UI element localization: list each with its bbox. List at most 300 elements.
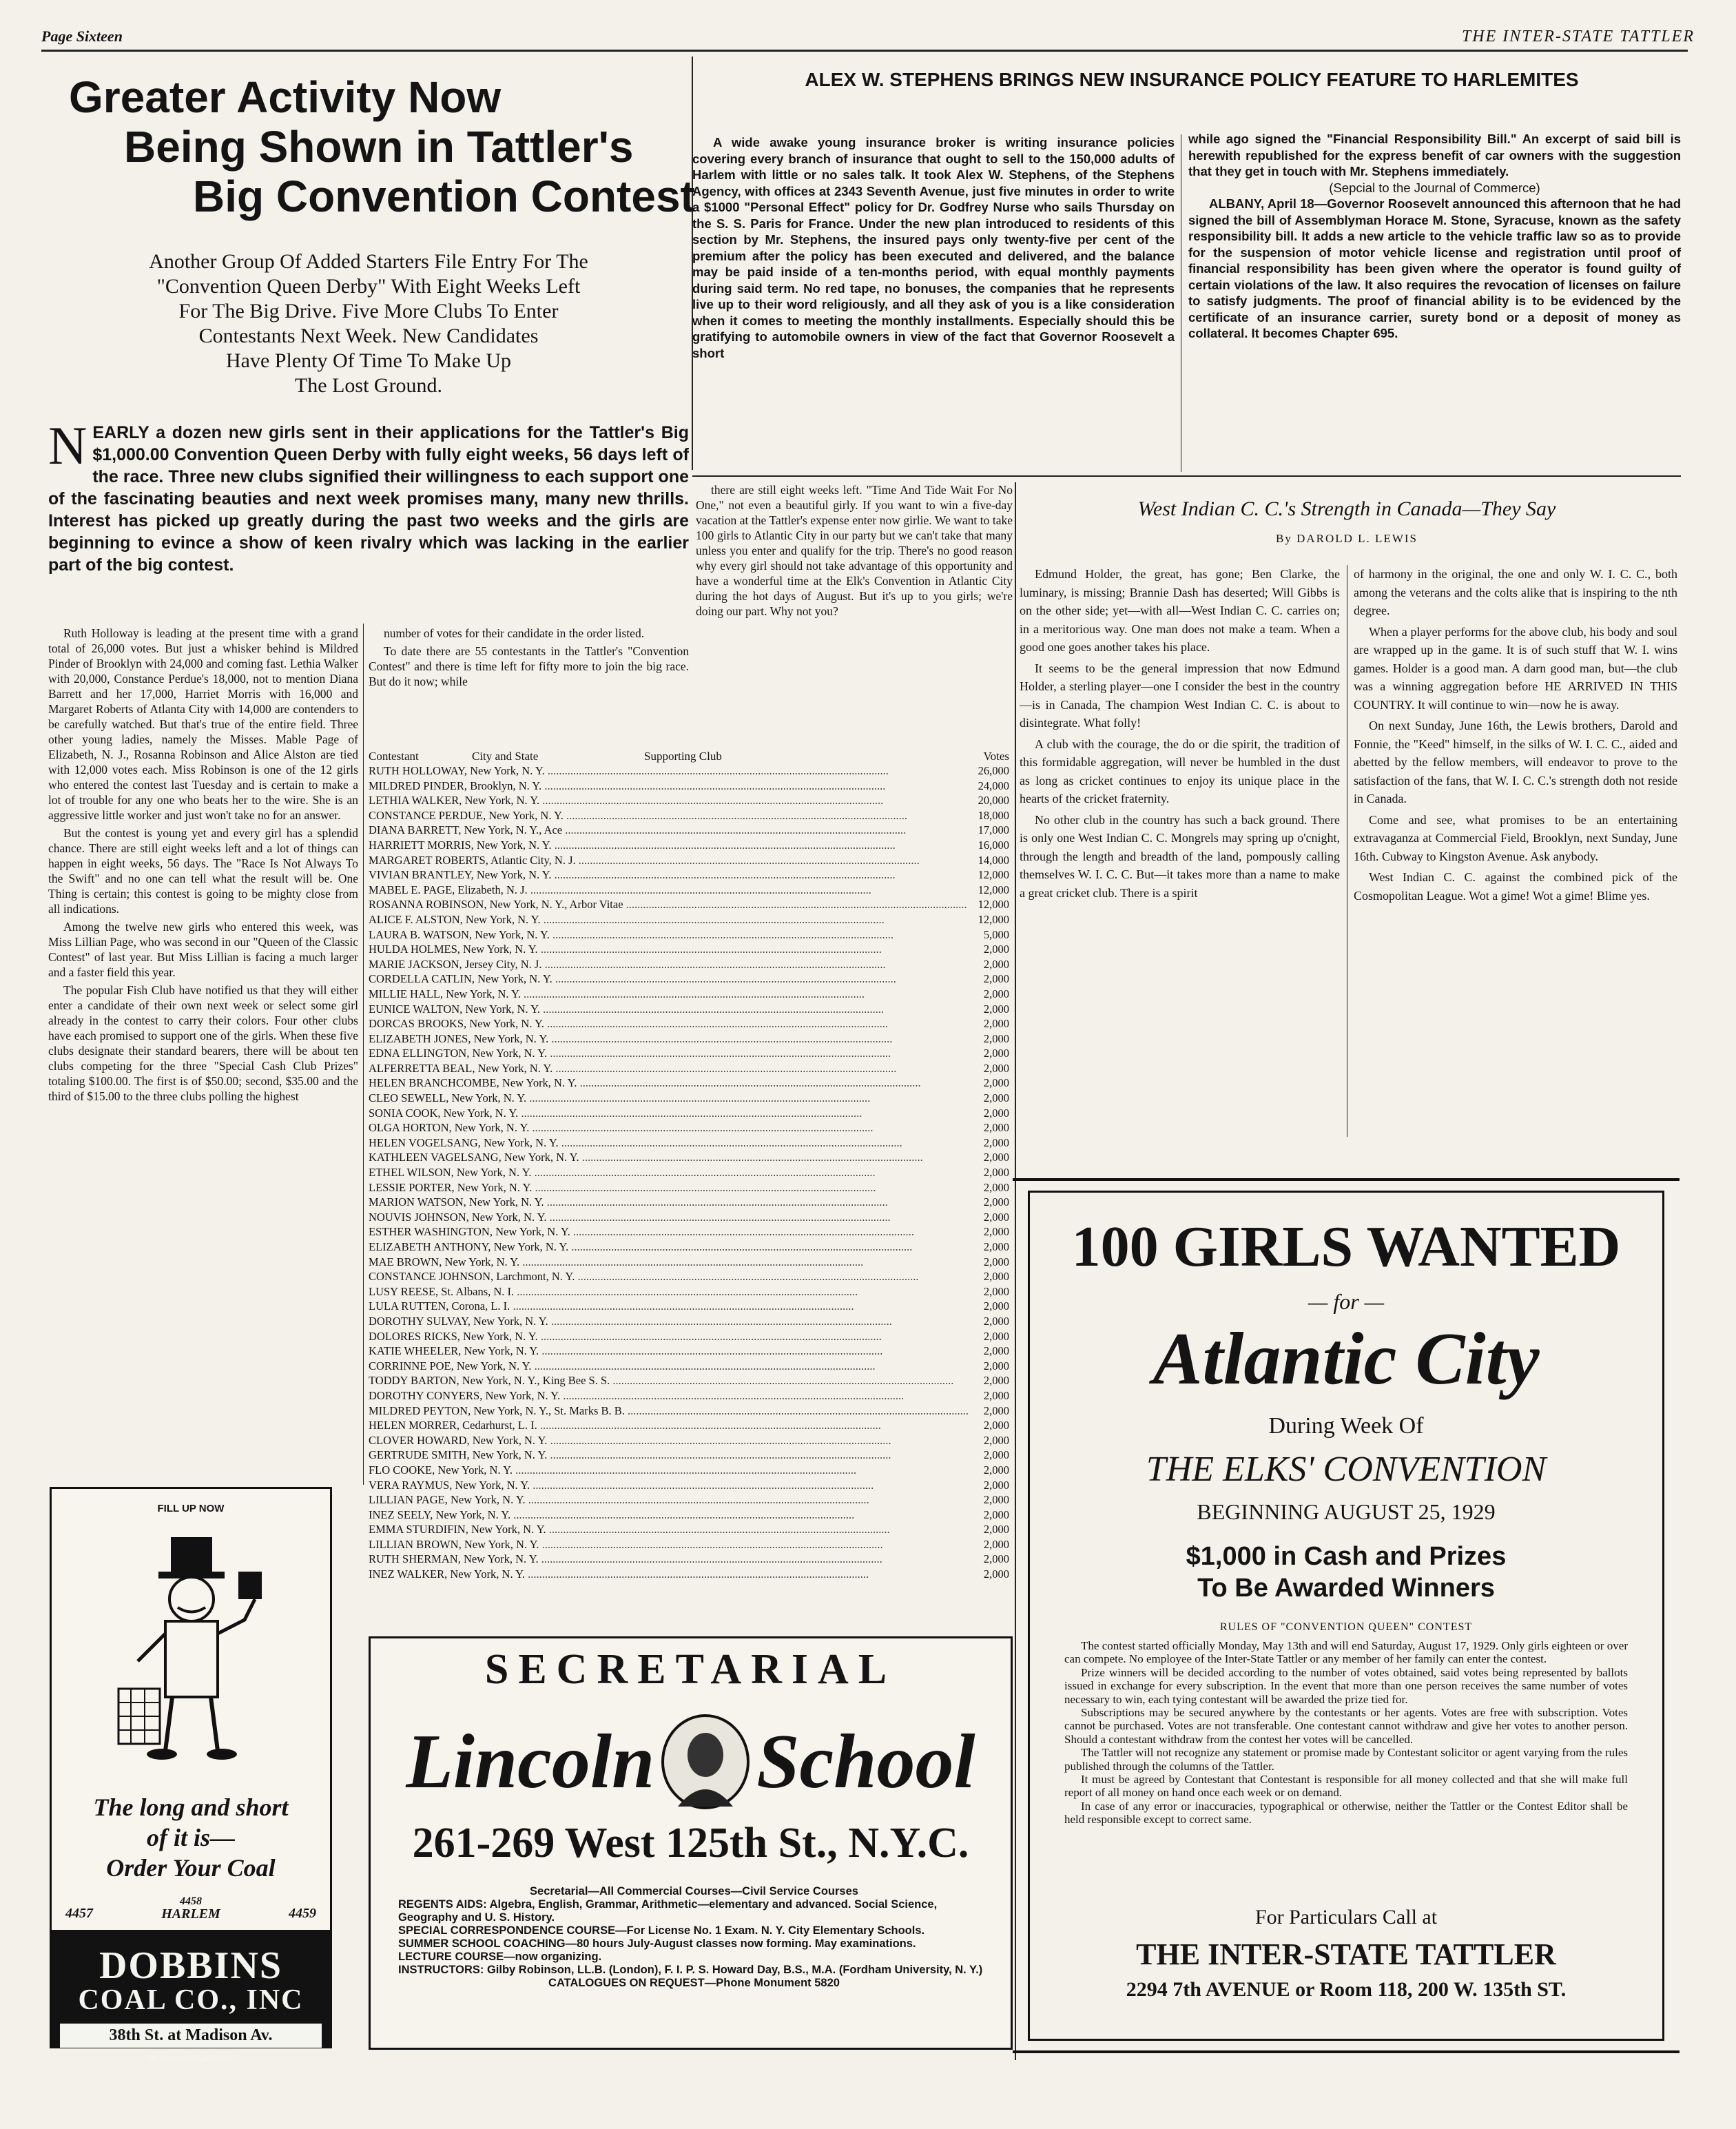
leader-dots: ........................................................................................................................: [520, 987, 865, 1000]
table-row: [369, 1284, 1016, 1299]
contestant-name: HELEN VOGELSANG, New York, N. Y.: [369, 1135, 559, 1149]
contestant-name: MAE BROWN, New York, N. Y.: [369, 1255, 520, 1268]
table-row: [369, 897, 1016, 912]
leader-dots: ........................................................................................................................: [541, 779, 886, 792]
contestant-name: EUNICE WALTON, New York, N. Y.: [369, 1002, 541, 1016]
contestant-name: CLOVER HOWARD, New York, N. Y.: [369, 1433, 548, 1447]
contestant-votes: 2,000: [983, 1359, 1009, 1372]
name-cell: [369, 1418, 933, 1433]
name-cell: [369, 987, 933, 1002]
paragraph: On next Sunday, June 16th, the Lewis brothers, Darold and Fonnie, the "Keed" himself, in the silks of W. I. C. C., aided and abetted by the fellow members, will endeavor to prove to the satisfaction of the fans, that W. I. C. C.'s strength doth not reside in Canada.: [1354, 719, 1677, 805]
name-cell: [369, 1150, 933, 1165]
paragraph: Ruth Holloway is leading at the present time with a grand total of 26,000 votes. But just a whisker behind is Mildred Pinder of Brooklyn with 24,000 and coming fast. Lethia Walker with 20,000, Constance Perdue's 18,000, not to mention Diana Barrett and her 17,000, Harriet Morris with 16,000 and Margaret Roberts of Atlanta City with 14,000 are contenders to be carefully watched. But that's true of the entire field. Three other young ladies, namely the Misses. Mable Page of Elizabeth, N. J., Rosanna Robinson and Alice Alston are tied with 12,000 votes each. Miss Robinson is one of the 12 girls who entered the contest last Tuesday and is certain to make a lot of trouble for any one who beats her to the wire. She is an aggressive little worker and just won't take no for an answer.: [48, 626, 358, 822]
table-row: [369, 1195, 1016, 1210]
contestant-name: HULDA HOLMES, New York, N. Y.: [369, 943, 538, 956]
table-row: [369, 1537, 1016, 1552]
contestant-name: CLEO SEWELL, New York, N. Y.: [369, 1091, 527, 1105]
table-row: [369, 793, 1016, 808]
contestant-name: TODDY BARTON, New York, N. Y., King Bee S. S.: [369, 1374, 610, 1388]
name-cell: [369, 867, 933, 883]
table-row: [369, 808, 1016, 823]
contestant-name: INEZ SEELY, New York, N. Y.: [369, 1508, 511, 1521]
contestant-votes: 2,000: [983, 1210, 1009, 1224]
contestant-votes: 2,000: [983, 1240, 1009, 1253]
contestant-name: LILLIAN PAGE, New York, N. Y.: [369, 1493, 526, 1507]
name-cell: [369, 793, 933, 808]
contest-column-2: [369, 626, 689, 729]
leader-dots: ........................................................................................................................: [510, 1508, 855, 1521]
name-cell: [369, 1076, 933, 1091]
name-cell: [369, 1120, 933, 1135]
paragraph: When a player performs for the above club, his body and soul are wrapped up in the game. It is of such stuff that W. I. wins games. Holder is a good man. A darn good man, but—the club was a winning aggregation before HE ARRIVED IN THIS COUNTRY. It will continue to win—now he is away.: [1354, 624, 1677, 712]
name-cell: [369, 1567, 933, 1582]
paragraph: number of votes for their candidate in the order listed.: [384, 626, 645, 640]
leader-dots: ........................................................................................................................: [547, 1448, 891, 1462]
paragraph: West Indian C. C. against the combined pick of the Cosmopolitan League. Wot a gime! Wot a gime! Blime yes.: [1354, 870, 1677, 903]
contestant-votes: 2,000: [983, 1017, 1009, 1031]
contestant-name: MABEL E. PAGE, Elizabeth, N. J.: [369, 883, 528, 896]
contestant-name: MILLIE HALL, New York, N. Y.: [369, 987, 521, 1000]
contestant-name: ROSANNA ROBINSON, New York, N. Y., Arbor Vitae: [369, 898, 623, 912]
ad-headline: 100 GIRLS WANTED: [1071, 1215, 1621, 1279]
leader-dots: ........................................................................................................................: [558, 1135, 902, 1149]
contestant-name: NOUVIS JOHNSON, New York, N. Y.: [369, 1210, 547, 1224]
insurance-column-1: [692, 134, 1175, 472]
table-row: [369, 1463, 1016, 1478]
standings-table: [369, 745, 1016, 1582]
table-row: [369, 1135, 1016, 1151]
leader-dots: ........................................................................................................................: [552, 972, 896, 986]
paragraph: Among the twelve new girls who entered this week, was Miss Lillian Page, who was second in our "Queen of the Classic Contest" of last year. But Miss Lillian is facing a much larger and a faster field this year.: [48, 920, 358, 979]
contestant-votes: 2,000: [983, 1061, 1009, 1075]
table-row: [369, 1061, 1016, 1076]
table-row: [369, 1016, 1016, 1031]
name-cell: [369, 883, 933, 898]
ad-event: THE ELKS' CONVENTION: [1146, 1450, 1547, 1489]
headline-line: Being Shown in Tattler's: [124, 122, 634, 172]
rule: Prize winners will be decided according to the number of votes obtained, said votes being represented by ballots issued in exchange for every subscription. In the event that more than one person receives the same number of votes necessary to win, each tying contestant will be awarded the prize tied for.: [1064, 1665, 1628, 1706]
leader-dots: ........................................................................................................................: [544, 1195, 888, 1209]
contestant-votes: 12,000: [978, 898, 1009, 912]
paragraph: To date there are 55 contestants in the Tattler's "Convention Contest" and there is time left for fifty more to join the big race. But do it now; while: [369, 644, 689, 688]
contestant-votes: 2,000: [983, 1106, 1009, 1120]
contest-headline: [48, 72, 695, 221]
contestant-name: DOROTHY CONYERS, New York, N. Y.: [369, 1388, 561, 1402]
company-suffix: COAL CO., INC: [78, 1984, 304, 2016]
lead-text: EARLY a dozen new girls sent in their applications for the Tattler's Big $1,000.00 Convention Queen Derby with fully eight weeks, 56 days left of the race. Three new clubs signified their willingness to each support one of the fascinating beauties and next week promises many, many new thrills. Interest has picked up greatly during the past two weeks and the girls are beginning to evince a show of keen rivalry which was lacking in the earlier part of the big contest.: [48, 423, 689, 575]
leader-dots: ........................................................................................................................: [531, 1359, 876, 1372]
table-row: [369, 1031, 1016, 1047]
contestant-votes: 2,000: [983, 1552, 1009, 1566]
contestant-name: FLO COOKE, New York, N. Y.: [369, 1463, 513, 1477]
leader-dots: ........................................................................................................................: [547, 1047, 891, 1060]
leader-dots: ........................................................................................................................: [538, 1552, 882, 1566]
name-cell: [369, 897, 967, 912]
leader-dots: ........................................................................................................................: [544, 764, 889, 777]
contestant-votes: 2,000: [983, 1523, 1009, 1536]
ad-banner: FILL UP NOW: [157, 1503, 225, 1514]
col-header-contestant: Contestant: [369, 750, 419, 763]
contestant-votes: 2,000: [983, 1031, 1009, 1045]
leader-dots: ........................................................................................................................: [532, 1180, 876, 1194]
name-cell: [369, 808, 933, 823]
subhead-line: For The Big Drive. Five More Clubs To Enter: [178, 300, 559, 322]
name-cell: [369, 1135, 933, 1151]
name-cell: [369, 1269, 933, 1284]
leader-dots: ........................................................................................................................: [514, 1284, 858, 1298]
name-cell: [369, 1492, 933, 1508]
contestant-name: KATIE WHEELER, New York, N. Y.: [369, 1344, 539, 1358]
cricket-column-1: [1020, 565, 1340, 1137]
leader-dots: ........................................................................................................................: [519, 1255, 864, 1268]
contestant-votes: 20,000: [978, 794, 1009, 808]
headline-line: Big Convention Contest: [193, 172, 695, 221]
slogan-line: The long and short: [93, 1793, 289, 1821]
contestant-votes: 24,000: [978, 779, 1009, 792]
name-cell: [369, 912, 933, 927]
girls-wanted-ad: [1013, 1178, 1680, 2053]
name-cell: [369, 838, 933, 853]
name-cell: [369, 1403, 969, 1419]
leader-dots: ........................................................................................................................: [537, 1329, 882, 1343]
contestant-name: DORCAS BROOKS, New York, N. Y.: [369, 1017, 544, 1031]
subhead-line: Have Plenty Of Time To Make Up: [226, 349, 511, 372]
contestant-votes: 2,000: [983, 1493, 1009, 1507]
ad-paper-name: THE INTER-STATE TATTLER: [1136, 1937, 1556, 1971]
name-cell: [369, 1314, 933, 1329]
table-row: [369, 1344, 1016, 1359]
contestant-votes: 2,000: [983, 1374, 1009, 1388]
contestant-votes: 12,000: [978, 868, 1009, 882]
name-cell: [369, 1106, 933, 1121]
contestant-votes: 2,000: [983, 1180, 1009, 1194]
ad-frame: [1028, 1191, 1664, 2041]
table-row: [369, 912, 1016, 927]
table-row: [369, 883, 1016, 898]
name-cell: [369, 1165, 933, 1180]
contestant-votes: 2,000: [983, 1002, 1009, 1016]
table-row: [369, 853, 1016, 868]
table-row: [369, 779, 1016, 794]
table-body: [369, 763, 1016, 1582]
contestant-votes: 2,000: [983, 1433, 1009, 1447]
byline: By DAROLD L. LEWIS: [1276, 532, 1418, 545]
table-row: [369, 1002, 1016, 1017]
leader-dots: ........................................................................................................................: [546, 1523, 890, 1536]
leader-dots: ........................................................................................................................: [510, 1299, 854, 1313]
leader-dots: ........................................................................................................................: [551, 838, 896, 852]
name-cell: [369, 1002, 933, 1017]
name-cell: [369, 1508, 933, 1523]
contestant-name: CORDELLA CATLIN, New York, N. Y.: [369, 972, 552, 986]
paragraph: Come and see, what promises to be an entertaining extravaganza at Commercial Field, Brooklyn, next Sunday, June 16th. Cubway to Kingston Avenue. Ask anybody.: [1354, 812, 1677, 863]
leader-dots: ........................................................................................................................: [575, 1270, 919, 1284]
leader-dots: ........................................................................................................................: [551, 868, 896, 882]
subhead-line: Another Group Of Added Starters File Entry For The: [149, 250, 588, 273]
contestant-votes: 16,000: [978, 838, 1009, 852]
insurance-column-2: [1188, 131, 1681, 475]
detail-line: REGENTS AIDS: Algebra, English, Grammar, Arithmetic—elementary and advanced. Social Science, Geography and U. S. History.: [398, 1898, 938, 1924]
prize-line: $1,000 in Cash and Prizes: [1186, 1542, 1507, 1571]
contestant-name: KATHLEEN VAGELSANG, New York, N. Y.: [369, 1151, 579, 1164]
headline-line: Greater Activity Now: [69, 72, 502, 122]
leader-dots: ........................................................................................................................: [568, 1240, 913, 1253]
paper-name: THE INTER-STATE TATTLER: [1461, 28, 1695, 45]
name-cell: [369, 823, 933, 838]
table-row: [369, 927, 1016, 943]
leader-dots: ........................................................................................................................: [624, 1403, 969, 1417]
contestant-name: CORRINNE POE, New York, N. Y.: [369, 1359, 532, 1372]
contestant-votes: 2,000: [983, 1121, 1009, 1135]
contestant-votes: 5,000: [983, 927, 1009, 941]
leader-dots: ........................................................................................................................: [525, 1567, 869, 1581]
detail-line: CATALOGUES ON REQUEST—Phone Monument 5820: [548, 1977, 840, 1989]
ad-prize: [1030, 1541, 1662, 1604]
col-header-votes: Votes: [983, 750, 1009, 763]
leader-dots: ........................................................................................................................: [539, 794, 884, 808]
ad-for: — for —: [1308, 1289, 1385, 1314]
column-rule: [363, 624, 364, 1485]
paragraph: It seems to be the general impression that now Edmund Holder, a sterling player—one I consider the best in the country—is in Canada, The champion West Indian C. C. is about to disintegrate. What folly!: [1020, 661, 1340, 730]
contestant-votes: 12,000: [978, 912, 1009, 926]
leader-dots: ........................................................................................................................: [560, 1388, 905, 1402]
leader-dots: ........................................................................................................................: [518, 1106, 862, 1120]
contestant-votes: 2,000: [983, 1270, 1009, 1284]
table-row: [369, 838, 1016, 853]
contestant-votes: 12,000: [978, 883, 1009, 896]
leader-dots: ........................................................................................................................: [549, 927, 893, 941]
company-address: 38th St. at Madison Av.: [60, 2024, 322, 2048]
page-number: Page Sixteen: [41, 28, 123, 45]
contestant-name: LETHIA WALKER, New York, N. Y.: [369, 794, 540, 808]
table-row: [369, 1359, 1016, 1374]
paragraph: No other club in the country has such a back ground. There is only one West Indian C. C. Mongrels may spring up o'cnight, through the length and breadth of the land, pompously calling themselves W. I. C. C. But—it takes more than a name to make a great cricket club. There is a spirit: [1020, 812, 1340, 900]
table-header: [369, 745, 1016, 763]
paragraph: ALBANY, April 18—Governor Roosevelt announced this afternoon that he had signed the bill of Assemblyman Horace M. Stone, Syracuse, known as the safety responsibility bill. It adds a new article to the vehicle traffic law so as to provide for the suspension of motor vehicle license and registration until proof of financial responsibility has been given where the operator is found guilty of certain violations of the law. It also requires the revocation of licenses on failure to satisfy judgments. The proof of financial ability is to be evidenced by the certificate of an insurance carrier, surety bond or a deposit of money as collateral. It becomes Chapter 695.: [1188, 196, 1681, 340]
name-cell: [369, 1359, 933, 1374]
rule: The contest started officially Monday, May 13th and will end Saturday, August 17, 1929. Only girls eighteen or over can compete. No employee of the Inter-State Tattler or any member of her family can enter the contest.: [1064, 1639, 1628, 1666]
contestant-votes: 17,000: [978, 823, 1009, 837]
contestant-votes: 2,000: [983, 1329, 1009, 1343]
contestant-votes: 2,000: [983, 1047, 1009, 1060]
leader-dots: ........................................................................................................................: [623, 898, 967, 912]
phone-numbers: [65, 1895, 316, 1922]
contestant-votes: 2,000: [983, 943, 1009, 956]
cricket-column-2: [1354, 565, 1677, 1137]
drop-cap: N: [48, 415, 87, 475]
rule: It must be agreed by Contestant that Contestant is responsible for all money collected and that she will make full report of all money on hand once each week or on demand.: [1064, 1773, 1628, 1800]
table-row: [369, 1448, 1016, 1463]
name-cell: [369, 1224, 933, 1240]
leader-dots: ........................................................................................................................: [529, 1121, 874, 1135]
contestant-name: OLGA HORTON, New York, N. Y.: [369, 1121, 530, 1135]
contest-lead-paragraph: [48, 415, 689, 576]
contestant-votes: 2,000: [983, 1166, 1009, 1180]
contestant-votes: 2,000: [983, 1255, 1009, 1268]
contestant-name: CONSTANCE PERDUE, New York, N. Y.: [369, 808, 564, 822]
contestant-votes: 2,000: [983, 1151, 1009, 1164]
rules-text: [1064, 1639, 1628, 1827]
table-row: [369, 1329, 1016, 1344]
table-row: [369, 1240, 1016, 1255]
name-cell: [369, 1344, 933, 1359]
prize-line: To Be Awarded Winners: [1197, 1574, 1495, 1603]
leader-dots: ........................................................................................................................: [547, 1433, 891, 1447]
contestant-votes: 2,000: [983, 1314, 1009, 1328]
contestant-votes: 2,000: [983, 1225, 1009, 1239]
ad-during: During Week Of: [1268, 1413, 1424, 1439]
contestant-votes: 2,000: [983, 1478, 1009, 1492]
contestant-votes: 2,000: [983, 1403, 1009, 1417]
contestant-votes: 2,000: [983, 987, 1009, 1000]
leader-dots: ........................................................................................................................: [537, 943, 882, 956]
name-cell: [369, 1255, 933, 1270]
leader-dots: ........................................................................................................................: [562, 823, 907, 837]
school-details: [398, 1885, 990, 1990]
company-block: [52, 1930, 330, 2063]
name-cell: [369, 1016, 933, 1031]
company-motto: "We Serve the Right Weigh": [145, 2053, 237, 2063]
contestant-votes: 14,000: [978, 853, 1009, 867]
table-row: [369, 1255, 1016, 1270]
name-cell: [369, 1180, 933, 1195]
contestant-votes: 2,000: [983, 1419, 1009, 1432]
contestant-name: INEZ WALKER, New York, N. Y.: [369, 1567, 526, 1581]
name-cell: [369, 1195, 933, 1210]
contestant-votes: 2,000: [983, 1284, 1009, 1298]
name-cell: [369, 1463, 933, 1478]
leader-dots: ........................................................................................................................: [513, 1463, 857, 1477]
contestant-votes: 2,000: [983, 1091, 1009, 1105]
paragraph: of harmony in the original, the one and only W. I. C. C., both among the veterans and the colts alike that is inspiring to the nth degree.: [1354, 567, 1677, 617]
leader-dots: ........................................................................................................................: [540, 912, 885, 926]
contestant-votes: 2,000: [983, 1448, 1009, 1462]
leader-dots: ........................................................................................................................: [548, 1031, 893, 1045]
contestant-name: ELIZABETH JONES, New York, N. Y.: [369, 1031, 549, 1045]
leader-dots: ........................................................................................................................: [541, 957, 886, 971]
paragraph: The popular Fish Club have notified us that they will either enter a candidate of their own next week or select some girl already in the contest to carry their colors. Four other clubs have each promised to support one of the girls. When these five clubs designate their standard bearers, there will be about ten clubs competing for the three "Special Cash Club Prizes" totaling $100.00. The first is of $50.00; second, $35.00 and the third of $15.00 to the three clubs polling the highest: [48, 983, 358, 1103]
name-cell: [369, 1552, 933, 1567]
table-row: [369, 1314, 1016, 1329]
leader-dots: ........................................................................................................................: [540, 1002, 885, 1016]
contestant-votes: 2,000: [983, 1344, 1009, 1358]
contestant-name: LULA RUTTEN, Corona, L. I.: [369, 1299, 510, 1313]
table-row: [369, 1120, 1016, 1135]
contest-column-1: [48, 626, 358, 1452]
name-cell: [369, 957, 933, 972]
name-cell: [369, 1388, 933, 1403]
name-cell: [369, 1210, 933, 1225]
contestant-name: DOLORES RICKS, New York, N. Y.: [369, 1329, 538, 1343]
contestant-name: RUTH HOLLOWAY, New York, N. Y.: [369, 764, 545, 777]
contestant-name: HELEN BRANCHCOMBE, New York, N. Y.: [369, 1076, 577, 1090]
table-row: [369, 1180, 1016, 1195]
leader-dots: ........................................................................................................................: [552, 1061, 897, 1075]
name-cell: [369, 927, 933, 943]
contestant-name: MARIE JACKSON, Jersey City, N. J.: [369, 957, 542, 971]
subhead-line: The Lost Ground.: [294, 374, 443, 397]
rule: Subscriptions may be secured anywhere by the contestants or her agents. Votes are free with subscription. Votes cannot be purchased. Votes are not transferable. One contestant cannot withdraw and give her votes to another person. Should a contestant withdraw from the contest her votes will be cancelled.: [1064, 1706, 1628, 1746]
table-row: [369, 1403, 1016, 1419]
table-row: [369, 1091, 1016, 1106]
paragraph: while ago signed the "Financial Responsibility Bill." An excerpt of said bill is herewith republished for the express benefit of car owners with the suggestion that they get in touch with Mr. Stephens immediately.: [1188, 132, 1681, 178]
contestant-name: MARION WATSON, New York, N. Y.: [369, 1195, 544, 1209]
leader-dots: ........................................................................................................................: [537, 1419, 881, 1432]
name-cell: [369, 779, 933, 794]
contestant-name: LUSY REESE, St. Albans, N. I.: [369, 1284, 515, 1298]
paragraph: Edmund Holder, the great, has gone; Ben Clarke, the luminary, is missing; Brannie Dash has deserted; Will Gibbs is on the other side; yet—with all—West Indian C. C. carries on; in a meritorious way. One man does not make a team. When a good one goes another takes his place.: [1020, 567, 1340, 654]
rule: The Tattler will not recognize any statement or promise made by Contestant solicitor or agent varying from the rules published through the columns of the Tattler.: [1064, 1746, 1628, 1773]
name-cell: [369, 1478, 933, 1493]
top-rule: [41, 50, 1688, 52]
leader-dots: ........................................................................................................................: [539, 1344, 883, 1358]
lincoln-portrait: [661, 1714, 750, 1809]
leader-dots: ........................................................................................................................: [530, 1478, 874, 1492]
table-row: [369, 1552, 1016, 1567]
detail-line: SUMMER SCHOOL COACHING—80 hours July-August classes now forming. May examinations.: [398, 1937, 916, 1950]
name-cell: [369, 1031, 933, 1047]
contestant-name: DIANA BARRETT, New York, N. Y., Ace: [369, 823, 563, 837]
leader-dots: ........................................................................................................................: [546, 1210, 891, 1224]
subhead-line: Contestants Next Week. New Candidates: [198, 325, 539, 347]
table-row: [369, 971, 1016, 987]
table-row: [369, 1210, 1016, 1225]
contest-subhead: [48, 249, 689, 398]
school-name: [391, 1714, 990, 1809]
name-cell: [369, 1240, 933, 1255]
contestant-votes: 2,000: [983, 1567, 1009, 1581]
leader-dots: ........................................................................................................................: [525, 1493, 869, 1507]
credit-line: (Sepcial to the Journal of Commerce): [1329, 180, 1540, 195]
school-address: 261-269 West 125th St., N.Y.C.: [412, 1820, 969, 1866]
contestant-votes: 2,000: [983, 1388, 1009, 1402]
contestant-name: VERA RAYMUS, New York, N. Y.: [369, 1478, 530, 1492]
table-row: [369, 1478, 1016, 1493]
contestant-name: LESSIE PORTER, New York, N. Y.: [369, 1180, 533, 1194]
leader-dots: ........................................................................................................................: [527, 883, 871, 896]
section-rule: [692, 475, 1681, 477]
contestant-name: RUTH SHERMAN, New York, N. Y.: [369, 1552, 539, 1566]
company-name: DOBBINS: [99, 1944, 283, 1987]
table-row: [369, 1165, 1016, 1180]
contestant-votes: 2,000: [983, 1135, 1009, 1149]
contest-column-3: [696, 482, 1013, 751]
col-header-city: City and State: [472, 750, 539, 763]
ad-particulars: For Particulars Call at: [1254, 1906, 1438, 1929]
table-row: [369, 1046, 1016, 1061]
rules-title: RULES OF "CONVENTION QUEEN" CONTEST: [1219, 1621, 1473, 1633]
detail-line: SPECIAL CORRESPONDENCE COURSE—For License No. 1 Exam. N. Y. City Elementary Schools.: [398, 1924, 925, 1937]
contestant-votes: 2,000: [983, 1537, 1009, 1551]
paragraph: A wide awake young insurance broker is writing insurance policies covering every branch of insurance that ought to sell to the 150,000 adults of Harlem with little or no sales talk. It took Alex W. Stephens, of the Stephens Agency, with offices at 2343 Seventh Avenue, just five minutes in order to write a $1000 "Personal Effect" policy for Dr. Godfrey Nurse who sails Thursday on the S. S. Paris for France. Under the new plan introduced to residents of this section by Mr. Stephens, the insured pays only twenty-five per cent of the premium after the policy has been executed and delivered, and the balance may be paid inside of a ten-months period, with equal monthly payments during said term. No red tape, no bonuses, the companies that he represents live up to their word religiously, and all they ask of you is a like consideration when it comes to meeting the monthly installments. Especially should this be gratifying to automobile owners in view of the fact that Governor Roosevelt a short: [692, 135, 1175, 360]
table-row: [369, 987, 1016, 1002]
contestant-name: DOROTHY SULVAY, New York, N. Y.: [369, 1314, 548, 1328]
contestant-name: MARGARET ROBERTS, Atlantic City, N. J.: [369, 853, 576, 867]
table-row: [369, 823, 1016, 838]
leader-dots: ........................................................................................................................: [579, 1151, 923, 1164]
paragraph: But the contest is young yet and every girl has a splendid chance. There are still eight weeks left and a lot of things can happen in eight weeks, 56 days. The "Race Is Not Always To the Swift" and no one can tell what the result will be. One Thing is certain; this contest is going to be mighty close from all indications.: [48, 826, 358, 916]
exchange-name: HARLEM: [161, 1906, 220, 1922]
table-row: [369, 1418, 1016, 1433]
ad-date: BEGINNING AUGUST 25, 1929: [1197, 1499, 1496, 1524]
name-cell: [369, 1299, 933, 1314]
subhead-line: "Convention Queen Derby" With Eight Weeks Left: [156, 275, 581, 298]
school-name-right: School: [756, 1718, 975, 1804]
contestant-votes: 2,000: [983, 1299, 1009, 1313]
paragraph: A club with the courage, the do or die spirit, the tradition of this formidable aggregation, will never be humbled in the dust as long as cricket continues to enjoy its unique place in the hearts of the cricket fraternity.: [1020, 737, 1340, 805]
contestant-name: ETHEL WILSON, New York, N. Y.: [369, 1166, 532, 1180]
name-cell: [369, 853, 933, 868]
